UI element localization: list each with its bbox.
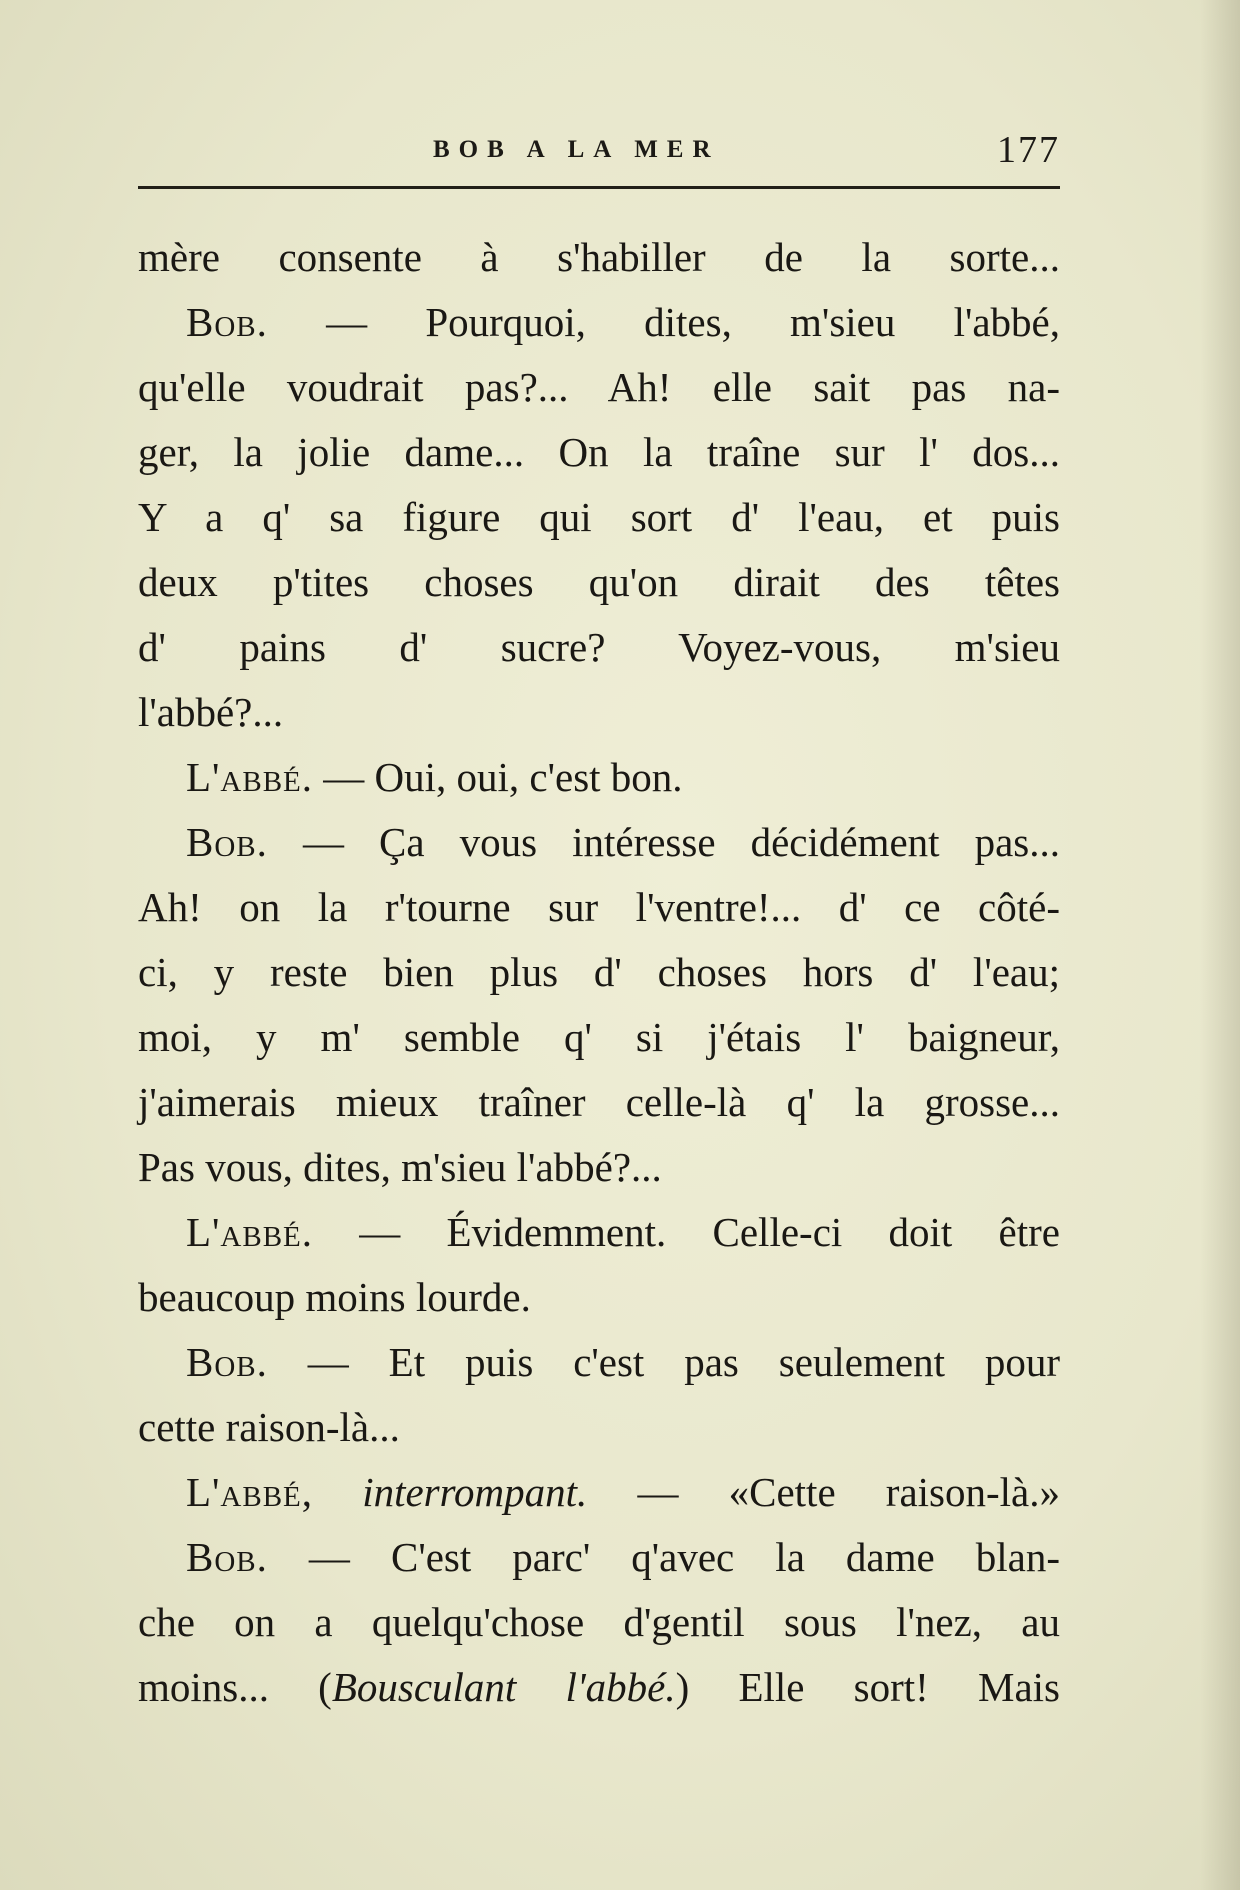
page-edge-shadow: [1200, 0, 1240, 1890]
text-run: mère consente à s'habiller de la sorte...: [138, 234, 1060, 280]
speaker-name: L'abbé: [186, 1469, 302, 1515]
speaker-name: L'abbé.: [186, 754, 314, 800]
text-line: [138, 290, 1060, 355]
text-run: Y a q' sa figure qui sort d' l'eau, et puis: [138, 494, 1060, 540]
text-run: moi, y m' semble q' si j'étais l' baigneur,: [138, 1014, 1060, 1060]
text-line: [138, 680, 1060, 745]
text-run: — Oui, oui, c'est bon.: [313, 754, 683, 800]
text-line: [138, 355, 1060, 420]
speaker-name: Bob.: [186, 299, 268, 345]
text-line: [138, 1135, 1060, 1200]
text-line: [138, 1655, 1060, 1720]
text-run: j'aimerais mieux traîner celle-là q' la grosse...: [138, 1079, 1060, 1125]
text-run: ) Elle sort! Mais: [675, 1664, 1060, 1710]
text-run: deux p'tites choses qu'on dirait des têtes: [138, 559, 1060, 605]
text-run: l'abbé?...: [138, 689, 284, 735]
stage-direction: interrompant.: [362, 1469, 588, 1515]
text-run: d' pains d' sucre? Voyez-vous, m'sieu: [138, 624, 1060, 670]
text-run: — C'est parc' q'avec la dame blan-: [267, 1534, 1060, 1580]
text-line: [138, 875, 1060, 940]
running-title: BOB A LA MER: [433, 136, 720, 163]
text-line: [138, 1590, 1060, 1655]
text-line: [138, 485, 1060, 550]
speaker-name: Bob.: [186, 1534, 268, 1580]
text-line: [138, 1265, 1060, 1330]
text-line: [138, 940, 1060, 1005]
header-rule: [138, 186, 1060, 189]
text-run: qu'elle voudrait pas?... Ah! elle sait pas na-: [138, 364, 1060, 410]
text-line: [138, 745, 1060, 810]
body-text: [138, 225, 1060, 1720]
text-run: — Pourquoi, dites, m'sieu l'abbé,: [267, 299, 1060, 345]
text-run: ger, la jolie dame... On la traîne sur l' dos...: [138, 429, 1060, 475]
speaker-name: Bob.: [186, 819, 268, 865]
text-run: beaucoup moins lourde.: [138, 1274, 531, 1320]
text-run: ,: [301, 1469, 363, 1515]
page-number: 177: [997, 129, 1060, 171]
text-line: [138, 550, 1060, 615]
text-line: [138, 1525, 1060, 1590]
stage-direction: Bousculant l'abbé.: [331, 1664, 676, 1710]
text-run: ci, y reste bien plus d' choses hors d' l'eau;: [138, 949, 1060, 995]
text-line: [138, 1070, 1060, 1135]
text-line: [138, 1460, 1060, 1525]
running-head: [138, 128, 1060, 178]
text-line: [138, 225, 1060, 290]
text-run: cette raison-là...: [138, 1404, 400, 1450]
text-run: Pas vous, dites, m'sieu l'abbé?...: [138, 1144, 662, 1190]
text-run: che on a quelqu'chose d'gentil sous l'nez, au: [138, 1599, 1060, 1645]
speaker-name: Bob.: [186, 1339, 268, 1385]
text-run: moins... (: [138, 1664, 332, 1710]
text-run: — Ça vous intéresse décidément pas...: [267, 819, 1060, 865]
text-line: [138, 420, 1060, 485]
text-line: [138, 1005, 1060, 1070]
text-line: [138, 615, 1060, 680]
text-run: — Et puis c'est pas seulement pour: [267, 1339, 1060, 1385]
text-run: — Évidemment. Celle-ci doit être: [313, 1209, 1060, 1255]
text-run: — «Cette raison-là.»: [587, 1469, 1060, 1515]
text-line: [138, 1200, 1060, 1265]
text-line: [138, 810, 1060, 875]
text-line: [138, 1395, 1060, 1460]
speaker-name: L'abbé.: [186, 1209, 314, 1255]
text-line: [138, 1330, 1060, 1395]
text-run: Ah! on la r'tourne sur l'ventre!... d' ce côté-: [138, 884, 1060, 930]
